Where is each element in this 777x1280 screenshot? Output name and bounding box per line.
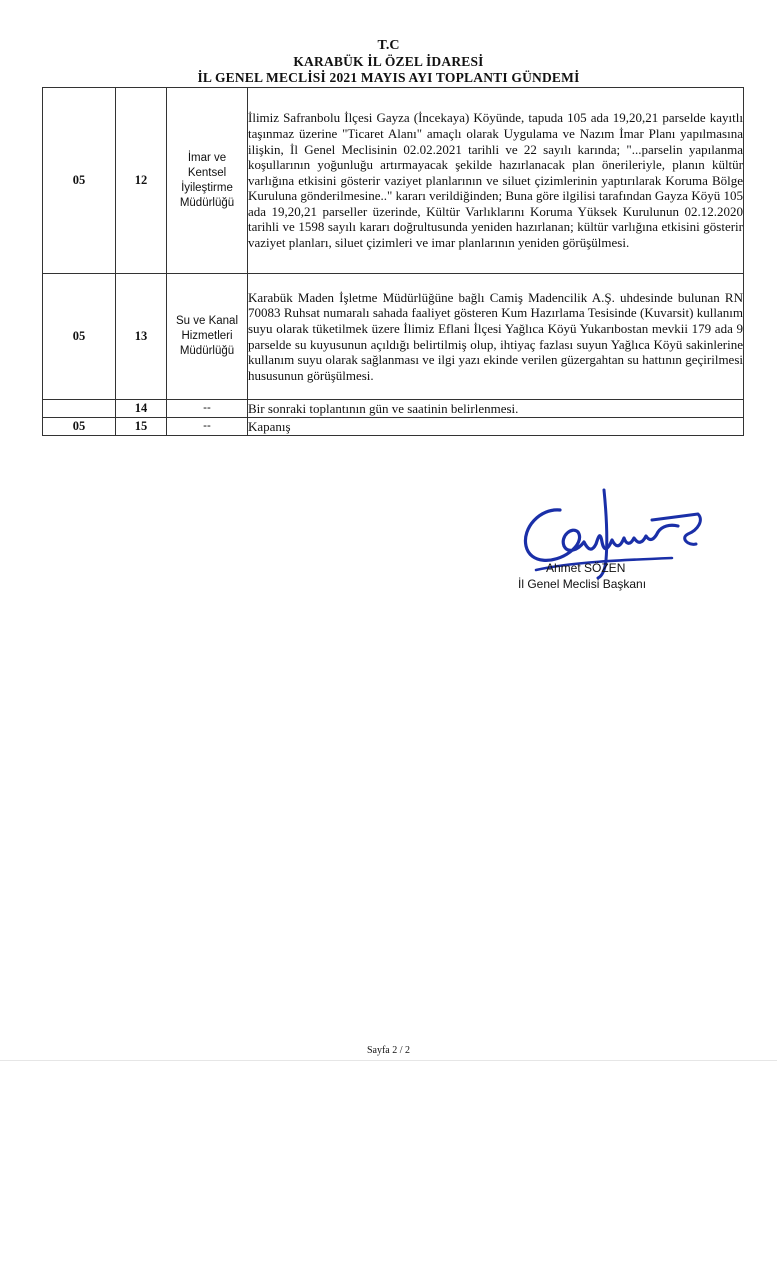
agenda-table	[42, 87, 744, 436]
signer-title: İl Genel Meclisi Başkanı	[518, 577, 647, 591]
signature-stroke	[525, 510, 678, 561]
item-no-cell: 12	[116, 88, 167, 274]
description-cell: Bir sonraki toplantının gün ve saatinin belirlenmesi.	[248, 400, 744, 418]
page-edge-divider	[0, 1060, 777, 1061]
meeting-no-cell: 05	[43, 88, 116, 274]
meeting-no-cell: 05	[43, 418, 116, 436]
table-row	[43, 88, 744, 274]
unit-cell: --	[167, 400, 248, 418]
description-cell: Kapanış	[248, 418, 744, 436]
unit-cell: Su ve Kanal Hizmetleri Müdürlüğü	[167, 274, 248, 400]
description-cell: İlimiz Safranbolu İlçesi Gayza (İncekaya) Köyünde, tapuda 105 ada 19,20,21 parselde kayıtlı taşınmaz üzerine "Ticaret Alanı" amaçlı olarak Uygulama ve Nazım İmar Planı yapılmasına ilişkin, İl Genel Meclisinin 02.02.2021 tarihli ve 22 sayılı karında; "...parselin yapılanma koşullarının yoğunluğu artırmayacak şekilde hazırlanacak plan önerileriyle, planın kültür varlığına etkisini gösterir vaziyet planlarının ve siluet çizimlerinin yaptırılarak Koruma Bölge Kuruluna gönderilmesine.." kararı verildiğinden; Buna göre ilgilisi tarafından Gayza Köyü 105 ada 19,20,21 parseller üzerinde, Kültür Varlıklarını Koruma Yüksek Kurulunun 02.12.2020 tarihli ve 1598 sayılı kararı doğrultusunda yeniden hazırlanan; kültür varlığına etkisini gösterir vaziyet planları, siluet çizimleri ve imar planlarının yeniden görüşülmesi.	[248, 88, 744, 274]
header-institution: KARABÜK İL ÖZEL İDARESİ	[293, 54, 484, 69]
header-agenda-title: İL GENEL MECLİSİ 2021 MAYIS AYI TOPLANTI GÜNDEMİ	[197, 70, 580, 85]
header-tc: T.C	[377, 38, 400, 53]
page-number: Sayfa 2 / 2	[366, 1045, 411, 1056]
signer-block	[518, 560, 646, 592]
item-no-cell: 14	[116, 400, 167, 418]
signer-name: Ahmet SÖZEN	[546, 561, 626, 575]
description-cell: Karabük Maden İşletme Müdürlüğüne bağlı Camiş Madencilik A.Ş. uhdesinde bulunan RN 70083 Ruhsat numaralı sahada faaliyet gösteren Kum Hazırlama Tesisinde (Kuvarsit) kullanım suyu olarak tüketilmek üzere İlimiz Eflani İlçesi Yağlıca Köyü Yukarıbostan mevkii 179 ada 9 parselde su kuyusunun açıldığı belirtilmiş olup, ihtiyaç fazlası suyun Yağlıca Köyü sakinlerine kullanım suyu olarak sağlanması ve ilgi yazı ekinde verilen güzergahtan su hattının geçirilmesi hususunun görüşülmesi.	[248, 274, 744, 400]
table-row	[43, 400, 744, 418]
item-no-cell: 13	[116, 274, 167, 400]
unit-cell: --	[167, 418, 248, 436]
item-no-cell: 15	[116, 418, 167, 436]
meeting-no-cell: 05	[43, 274, 116, 400]
table-row	[43, 418, 744, 436]
document-header	[0, 38, 777, 86]
table-row	[43, 274, 744, 400]
meeting-no-cell	[43, 400, 116, 418]
unit-cell: İmar ve Kentsel İyileştirme Müdürlüğü	[167, 88, 248, 274]
